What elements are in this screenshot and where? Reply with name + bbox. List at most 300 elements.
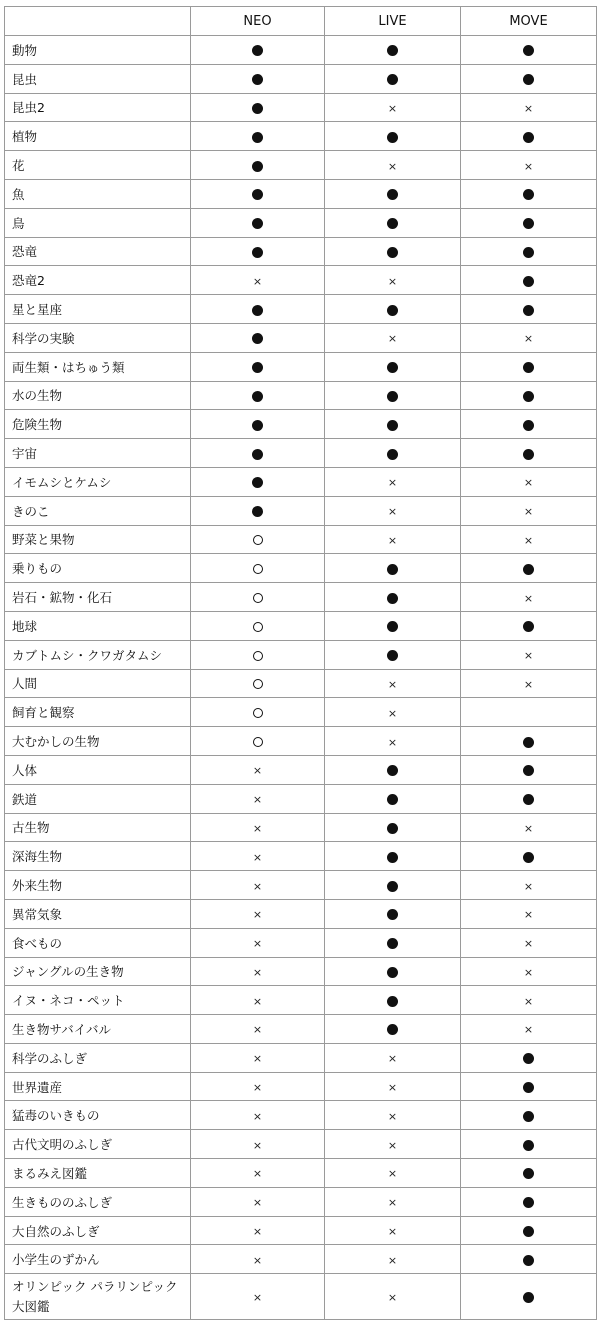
mark-cell — [461, 208, 597, 237]
mark-cell — [461, 64, 597, 93]
cross-icon: × — [523, 591, 534, 605]
mark-cell — [325, 323, 461, 352]
filled-circle-icon — [252, 506, 263, 517]
row-label: 星と星座 — [5, 295, 191, 324]
mark-cell — [191, 208, 325, 237]
table-row — [5, 640, 597, 669]
cross-icon: × — [523, 821, 534, 835]
cross-icon: × — [523, 101, 534, 115]
mark-cell — [325, 179, 461, 208]
row-label: 大自然のふしぎ — [5, 1216, 191, 1245]
filled-circle-icon — [523, 852, 534, 863]
table-row — [5, 669, 597, 698]
mark-cell — [325, 1015, 461, 1044]
open-circle-icon — [253, 564, 263, 574]
filled-circle-icon — [252, 477, 263, 488]
table-row — [5, 1187, 597, 1216]
row-label: 飼育と観察 — [5, 698, 191, 727]
mark-cell — [191, 1245, 325, 1274]
mark-cell — [191, 986, 325, 1015]
mark-cell — [191, 957, 325, 986]
filled-circle-icon — [387, 564, 398, 575]
mark-cell — [191, 36, 325, 65]
mark-cell — [461, 439, 597, 468]
table-row — [5, 323, 597, 352]
row-label: 科学のふしぎ — [5, 1043, 191, 1072]
mark-cell — [461, 698, 597, 727]
mark-cell — [191, 179, 325, 208]
mark-cell — [461, 1043, 597, 1072]
cross-icon: × — [523, 965, 534, 979]
filled-circle-icon — [523, 420, 534, 431]
mark-cell — [461, 899, 597, 928]
filled-circle-icon — [523, 45, 534, 56]
filled-circle-icon — [252, 218, 263, 229]
mark-cell — [461, 151, 597, 180]
table-row — [5, 237, 597, 266]
filled-circle-icon — [523, 1082, 534, 1093]
table-row — [5, 1274, 597, 1320]
cross-icon: × — [387, 274, 398, 288]
open-circle-icon — [253, 651, 263, 661]
mark-cell — [461, 583, 597, 612]
filled-circle-icon — [252, 362, 263, 373]
filled-circle-icon — [387, 909, 398, 920]
table-row — [5, 36, 597, 65]
cross-icon: × — [387, 735, 398, 749]
mark-cell — [191, 496, 325, 525]
row-label: 魚 — [5, 179, 191, 208]
header-cell-live: LIVE — [325, 7, 461, 36]
row-label: 古生物 — [5, 813, 191, 842]
mark-cell — [191, 237, 325, 266]
filled-circle-icon — [387, 218, 398, 229]
mark-cell — [461, 266, 597, 295]
row-label: カブトムシ・クワガタムシ — [5, 640, 191, 669]
mark-cell — [191, 899, 325, 928]
cross-icon: × — [387, 1138, 398, 1152]
cross-icon: × — [387, 1253, 398, 1267]
cross-icon: × — [523, 908, 534, 922]
row-label: イヌ・ネコ・ペット — [5, 986, 191, 1015]
cross-icon: × — [387, 1109, 398, 1123]
row-label: 小学生のずかん — [5, 1245, 191, 1274]
mark-cell — [461, 669, 597, 698]
cross-icon: × — [252, 1052, 263, 1066]
mark-cell — [191, 928, 325, 957]
cross-icon: × — [252, 1023, 263, 1037]
mark-cell — [191, 525, 325, 554]
mark-cell — [325, 813, 461, 842]
filled-circle-icon — [523, 1197, 534, 1208]
table-row — [5, 1101, 597, 1130]
filled-circle-icon — [387, 247, 398, 258]
cross-icon: × — [252, 1109, 263, 1123]
table-row — [5, 410, 597, 439]
mark-cell — [191, 1043, 325, 1072]
filled-circle-icon — [252, 132, 263, 143]
mark-cell — [325, 64, 461, 93]
cross-icon: × — [387, 677, 398, 691]
table-row — [5, 871, 597, 900]
row-label: 岩石・鉱物・化石 — [5, 583, 191, 612]
mark-cell — [461, 986, 597, 1015]
row-label: 昆虫2 — [5, 93, 191, 122]
cross-icon: × — [387, 1167, 398, 1181]
table-row — [5, 583, 597, 612]
mark-cell — [191, 727, 325, 756]
filled-circle-icon — [523, 1292, 534, 1303]
mark-cell — [325, 986, 461, 1015]
open-circle-icon — [253, 535, 263, 545]
mark-cell — [325, 467, 461, 496]
mark-cell — [191, 467, 325, 496]
mark-cell — [191, 698, 325, 727]
cross-icon: × — [252, 821, 263, 835]
filled-circle-icon — [523, 794, 534, 805]
row-label: 生き物サバイバル — [5, 1015, 191, 1044]
comparison-table — [4, 6, 597, 1320]
row-label: 人間 — [5, 669, 191, 698]
filled-circle-icon — [252, 45, 263, 56]
cross-icon: × — [387, 706, 398, 720]
filled-circle-icon — [387, 362, 398, 373]
mark-cell — [461, 122, 597, 151]
filled-circle-icon — [523, 276, 534, 287]
mark-cell — [191, 669, 325, 698]
mark-cell — [325, 237, 461, 266]
table-row — [5, 122, 597, 151]
mark-cell — [191, 842, 325, 871]
cross-icon: × — [387, 533, 398, 547]
mark-cell — [191, 554, 325, 583]
open-circle-icon — [253, 708, 263, 718]
mark-cell — [191, 410, 325, 439]
mark-cell — [461, 554, 597, 583]
filled-circle-icon — [523, 564, 534, 575]
filled-circle-icon — [387, 765, 398, 776]
open-circle-icon — [253, 737, 263, 747]
cross-icon: × — [252, 965, 263, 979]
mark-cell — [325, 1245, 461, 1274]
row-label: 昆虫 — [5, 64, 191, 93]
mark-cell — [461, 381, 597, 410]
mark-cell — [191, 64, 325, 93]
mark-cell — [191, 1216, 325, 1245]
mark-cell — [461, 871, 597, 900]
cross-icon: × — [387, 1291, 398, 1305]
filled-circle-icon — [387, 823, 398, 834]
mark-cell — [191, 1274, 325, 1320]
filled-circle-icon — [523, 765, 534, 776]
mark-cell — [461, 784, 597, 813]
mark-cell — [325, 1187, 461, 1216]
filled-circle-icon — [523, 449, 534, 460]
filled-circle-icon — [252, 74, 263, 85]
mark-cell — [325, 151, 461, 180]
mark-cell — [191, 352, 325, 381]
mark-cell — [191, 1101, 325, 1130]
mark-cell — [191, 323, 325, 352]
table-row — [5, 496, 597, 525]
cross-icon: × — [252, 937, 263, 951]
cross-icon: × — [252, 764, 263, 778]
row-label: 植物 — [5, 122, 191, 151]
mark-cell — [461, 1245, 597, 1274]
table-row — [5, 813, 597, 842]
row-label: 花 — [5, 151, 191, 180]
row-label: ジャングルの生き物 — [5, 957, 191, 986]
mark-cell — [325, 496, 461, 525]
table-row — [5, 64, 597, 93]
mark-cell — [191, 439, 325, 468]
mark-cell — [325, 1072, 461, 1101]
mark-cell — [325, 266, 461, 295]
row-label: 世界遺産 — [5, 1072, 191, 1101]
table-row — [5, 698, 597, 727]
mark-cell — [325, 669, 461, 698]
filled-circle-icon — [387, 938, 398, 949]
filled-circle-icon — [387, 881, 398, 892]
mark-cell — [461, 1072, 597, 1101]
table-row — [5, 1216, 597, 1245]
row-label: 野菜と果物 — [5, 525, 191, 554]
mark-cell — [461, 957, 597, 986]
table-row — [5, 352, 597, 381]
row-label: 古代文明のふしぎ — [5, 1130, 191, 1159]
mark-cell — [461, 1015, 597, 1044]
mark-cell — [191, 1159, 325, 1188]
mark-cell — [191, 1015, 325, 1044]
row-label: 鳥 — [5, 208, 191, 237]
filled-circle-icon — [387, 305, 398, 316]
filled-circle-icon — [387, 996, 398, 1007]
mark-cell — [461, 1274, 597, 1320]
table-row — [5, 151, 597, 180]
table-row — [5, 179, 597, 208]
row-label: 生きもののふしぎ — [5, 1187, 191, 1216]
mark-cell — [461, 928, 597, 957]
table-row — [5, 1245, 597, 1274]
row-label: まるみえ図鑑 — [5, 1159, 191, 1188]
filled-circle-icon — [523, 305, 534, 316]
table-row — [5, 467, 597, 496]
mark-cell — [325, 899, 461, 928]
row-label: 恐竜2 — [5, 266, 191, 295]
cross-icon: × — [523, 332, 534, 346]
filled-circle-icon — [387, 852, 398, 863]
mark-cell — [325, 208, 461, 237]
table-row — [5, 439, 597, 468]
mark-cell — [325, 1274, 461, 1320]
table-row — [5, 986, 597, 1015]
mark-cell — [461, 237, 597, 266]
mark-cell — [461, 755, 597, 784]
mark-cell — [325, 36, 461, 65]
mark-cell — [325, 1101, 461, 1130]
table-row — [5, 1043, 597, 1072]
table-row — [5, 554, 597, 583]
cross-icon: × — [252, 1225, 263, 1239]
mark-cell — [325, 295, 461, 324]
cross-icon: × — [252, 274, 263, 288]
mark-cell — [325, 755, 461, 784]
mark-cell — [325, 525, 461, 554]
table-row — [5, 755, 597, 784]
cross-icon: × — [387, 101, 398, 115]
cross-icon: × — [523, 937, 534, 951]
cross-icon: × — [387, 476, 398, 490]
filled-circle-icon — [252, 449, 263, 460]
cross-icon: × — [252, 879, 263, 893]
row-label: 大むかしの生物 — [5, 727, 191, 756]
cross-icon: × — [252, 850, 263, 864]
mark-cell — [325, 122, 461, 151]
row-label: 深海生物 — [5, 842, 191, 871]
cross-icon: × — [523, 677, 534, 691]
filled-circle-icon — [523, 1168, 534, 1179]
mark-cell — [325, 1159, 461, 1188]
mark-cell — [461, 1159, 597, 1188]
table-row — [5, 1130, 597, 1159]
table-row — [5, 1159, 597, 1188]
filled-circle-icon — [387, 74, 398, 85]
mark-cell — [325, 381, 461, 410]
row-label: 宇宙 — [5, 439, 191, 468]
cross-icon: × — [523, 649, 534, 663]
cross-icon: × — [252, 1081, 263, 1095]
filled-circle-icon — [523, 1140, 534, 1151]
row-label: 両生類・はちゅう類 — [5, 352, 191, 381]
row-label: 猛毒のいきもの — [5, 1101, 191, 1130]
mark-cell — [191, 266, 325, 295]
row-label: 食べもの — [5, 928, 191, 957]
mark-cell — [191, 583, 325, 612]
filled-circle-icon — [252, 103, 263, 114]
table-row — [5, 1072, 597, 1101]
filled-circle-icon — [387, 794, 398, 805]
filled-circle-icon — [523, 189, 534, 200]
mark-cell — [191, 871, 325, 900]
row-label: 異常気象 — [5, 899, 191, 928]
cross-icon: × — [252, 994, 263, 1008]
filled-circle-icon — [252, 189, 263, 200]
filled-circle-icon — [523, 1053, 534, 1064]
cross-icon: × — [523, 476, 534, 490]
table-row — [5, 899, 597, 928]
cross-icon: × — [252, 1291, 263, 1305]
filled-circle-icon — [523, 74, 534, 85]
mark-cell — [461, 93, 597, 122]
mark-cell — [191, 381, 325, 410]
cross-icon: × — [387, 1225, 398, 1239]
mark-cell — [191, 1130, 325, 1159]
mark-cell — [325, 957, 461, 986]
table-row — [5, 266, 597, 295]
cross-icon: × — [252, 1138, 263, 1152]
filled-circle-icon — [252, 305, 263, 316]
cross-icon: × — [252, 1167, 263, 1181]
cross-icon: × — [387, 1081, 398, 1095]
cross-icon: × — [523, 994, 534, 1008]
mark-cell — [461, 496, 597, 525]
filled-circle-icon — [387, 650, 398, 661]
mark-cell — [461, 813, 597, 842]
cross-icon: × — [387, 332, 398, 346]
mark-cell — [191, 122, 325, 151]
filled-circle-icon — [252, 391, 263, 402]
mark-cell — [325, 554, 461, 583]
mark-cell — [461, 1187, 597, 1216]
mark-cell — [325, 1130, 461, 1159]
row-label: イモムシとケムシ — [5, 467, 191, 496]
row-label: オリンピック パラリンピック 大図鑑 — [5, 1274, 191, 1320]
mark-cell — [325, 727, 461, 756]
cross-icon: × — [523, 1023, 534, 1037]
table-row — [5, 928, 597, 957]
filled-circle-icon — [387, 420, 398, 431]
mark-cell — [461, 640, 597, 669]
table-row — [5, 727, 597, 756]
row-label: 危険生物 — [5, 410, 191, 439]
cross-icon: × — [387, 1196, 398, 1210]
table-row — [5, 93, 597, 122]
header-cell-blank — [5, 7, 191, 36]
mark-cell — [461, 179, 597, 208]
filled-circle-icon — [523, 391, 534, 402]
row-label: きのこ — [5, 496, 191, 525]
header-cell-move: MOVE — [461, 7, 597, 36]
mark-cell — [191, 784, 325, 813]
filled-circle-icon — [387, 593, 398, 604]
mark-cell — [325, 698, 461, 727]
cross-icon: × — [523, 505, 534, 519]
mark-cell — [461, 36, 597, 65]
filled-circle-icon — [387, 189, 398, 200]
open-circle-icon — [253, 679, 263, 689]
mark-cell — [325, 410, 461, 439]
filled-circle-icon — [523, 362, 534, 373]
mark-cell — [461, 1130, 597, 1159]
mark-cell — [461, 1101, 597, 1130]
filled-circle-icon — [523, 621, 534, 632]
filled-circle-icon — [252, 247, 263, 258]
cross-icon: × — [523, 159, 534, 173]
filled-circle-icon — [523, 132, 534, 143]
table-row — [5, 208, 597, 237]
row-label: 鉄道 — [5, 784, 191, 813]
filled-circle-icon — [387, 967, 398, 978]
open-circle-icon — [253, 622, 263, 632]
table-row — [5, 295, 597, 324]
mark-cell — [191, 151, 325, 180]
mark-cell — [325, 93, 461, 122]
mark-cell — [325, 784, 461, 813]
mark-cell — [325, 352, 461, 381]
table-body — [5, 36, 597, 1320]
mark-cell — [191, 611, 325, 640]
mark-cell — [325, 640, 461, 669]
mark-cell — [191, 1187, 325, 1216]
mark-cell — [461, 1216, 597, 1245]
filled-circle-icon — [252, 161, 263, 172]
open-circle-icon — [253, 593, 263, 603]
mark-cell — [191, 295, 325, 324]
row-label: 動物 — [5, 36, 191, 65]
cross-icon: × — [523, 533, 534, 547]
header-cell-neo: NEO — [191, 7, 325, 36]
filled-circle-icon — [523, 1255, 534, 1266]
